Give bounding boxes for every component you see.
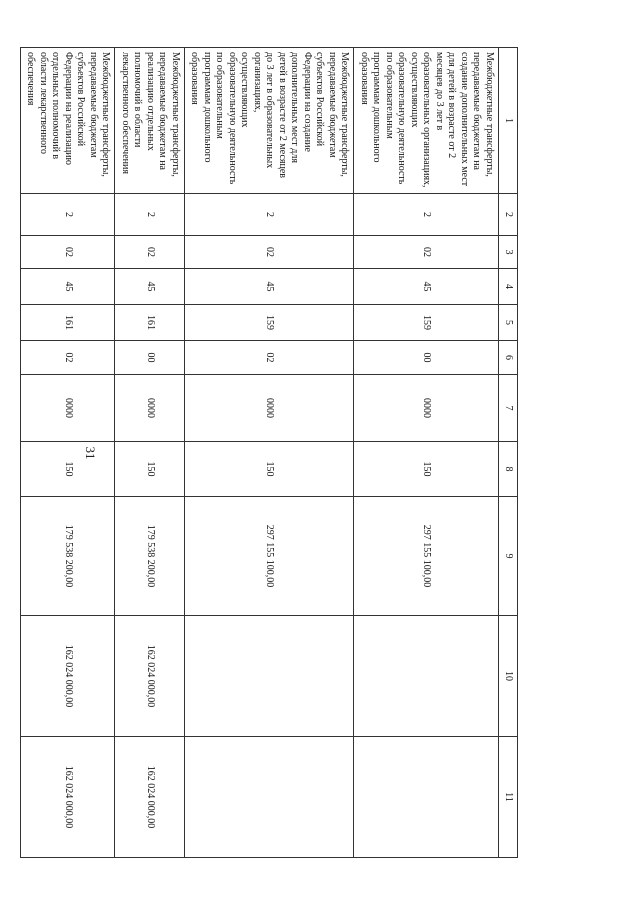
header-cell: 5 xyxy=(499,305,518,341)
cell-amount-year2 xyxy=(354,616,499,737)
header-cell: 6 xyxy=(499,341,518,375)
cell-program: 0000 xyxy=(185,375,355,442)
cell-element: 00 xyxy=(354,341,499,375)
row-description: Межбюджетные трансферты, передаваемые бюджетам субъектов Российской Федерации на создание дополнительных мест для детей в возрасте от 2 месяцев до 3 лет в образовательных организациях, осуществляющих образовательную деятельность по образовательным программам дошкольного образования xyxy=(185,48,355,194)
cell-amount-year3: 162 024 000,00 xyxy=(21,737,116,858)
header-cell: 10 xyxy=(499,616,518,737)
budget-table xyxy=(20,47,518,858)
cell-program: 0000 xyxy=(354,375,499,442)
header-cell: 3 xyxy=(499,236,518,269)
cell-amount-year1: 179 538 200,00 xyxy=(115,497,185,616)
cell-admin-code: 2 xyxy=(354,194,499,236)
cell-amount-year3 xyxy=(185,737,355,858)
cell-amount-year1: 297 155 100,00 xyxy=(185,497,355,616)
cell-amount-year1: 297 155 100,00 xyxy=(354,497,499,616)
table-row xyxy=(354,48,499,858)
header-cell: 1 xyxy=(499,48,518,194)
cell-article: 45 xyxy=(21,269,116,305)
row-description: Межбюджетные трансферты, передаваемые бюджетам на реализацию отдельных полномочий в области лекарственного обеспечения xyxy=(115,48,185,194)
cell-admin-code: 2 xyxy=(115,194,185,236)
cell-program: 0000 xyxy=(21,375,116,442)
cell-element: 00 xyxy=(115,341,185,375)
cell-article: 45 xyxy=(115,269,185,305)
cell-subarticle: 161 xyxy=(21,305,116,341)
cell-amount-year2: 162 024 000,00 xyxy=(21,616,116,737)
rotated-table-sheet xyxy=(25,47,518,857)
table-row xyxy=(185,48,355,858)
cell-program: 0000 xyxy=(115,375,185,442)
row-description: Межбюджетные трансферты, передаваемые бюджетам субъектов Российской Федерации на реализацию отдельных полномочий в области лекарственного обеспечения xyxy=(21,48,116,194)
header-cell: 8 xyxy=(499,442,518,497)
cell-subgroup: 02 xyxy=(185,236,355,269)
cell-classification: 150 xyxy=(115,442,185,497)
cell-amount-year1: 179 538 200,00 xyxy=(21,497,116,616)
cell-admin-code: 2 xyxy=(21,194,116,236)
cell-subgroup: 02 xyxy=(115,236,185,269)
cell-classification: 150 xyxy=(21,442,116,497)
cell-amount-year3 xyxy=(354,737,499,858)
cell-subgroup: 02 xyxy=(21,236,116,269)
cell-element: 02 xyxy=(185,341,355,375)
cell-subgroup: 02 xyxy=(354,236,499,269)
cell-subarticle: 159 xyxy=(354,305,499,341)
cell-classification: 150 xyxy=(354,442,499,497)
cell-amount-year2 xyxy=(185,616,355,737)
cell-subarticle: 159 xyxy=(185,305,355,341)
row-description: Межбюджетные трансферты, передаваемые бюджетам на создание дополнительных мест для детей в возрасте от 2 месяцев до 3 лет в образовательных организациях, осуществляющих образовательную деятельность по образовательным программам дошкольного образования xyxy=(354,48,499,194)
page-number: 31 xyxy=(83,446,98,460)
cell-article: 45 xyxy=(185,269,355,305)
cell-amount-year3: 162 024 000,00 xyxy=(115,737,185,858)
table-row xyxy=(21,48,116,858)
cell-admin-code: 2 xyxy=(185,194,355,236)
header-cell: 4 xyxy=(499,269,518,305)
header-cell: 2 xyxy=(499,194,518,236)
header-row xyxy=(499,48,518,858)
table-row xyxy=(115,48,185,858)
cell-element: 02 xyxy=(21,341,116,375)
header-cell: 9 xyxy=(499,497,518,616)
cell-amount-year2: 162 024 000,00 xyxy=(115,616,185,737)
cell-classification: 150 xyxy=(185,442,355,497)
header-cell: 7 xyxy=(499,375,518,442)
cell-article: 45 xyxy=(354,269,499,305)
cell-subarticle: 161 xyxy=(115,305,185,341)
header-cell: 11 xyxy=(499,737,518,858)
